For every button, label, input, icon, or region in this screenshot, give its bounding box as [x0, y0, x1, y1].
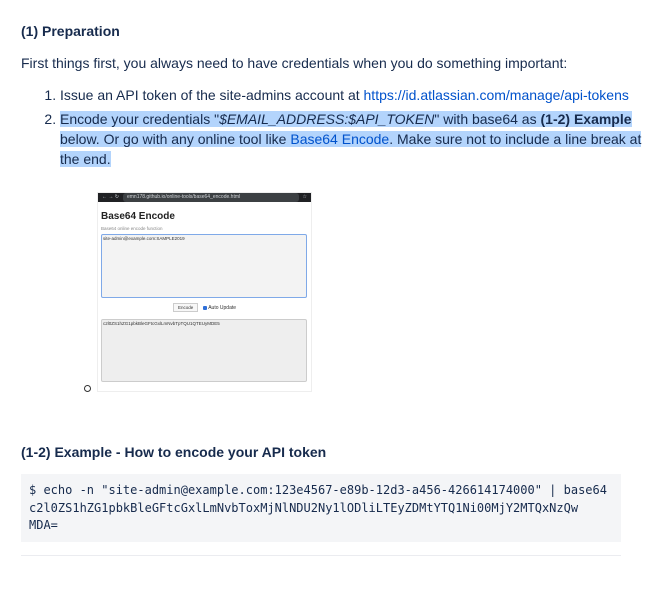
example-anchor[interactable]: (1-2) Example: [540, 111, 632, 127]
browser-url: emn178.github.io/online-tools/base64_encode.html: [123, 193, 299, 202]
base64-tool-screenshot: [98, 193, 311, 391]
auto-update-label: Auto Update: [208, 304, 237, 311]
step-1-text: Issue an API token of the site-admins account at: [60, 87, 364, 103]
auto-update-checkbox: [203, 305, 236, 311]
output-textarea: c2l0ZS1hZG1pbkBleGFtcGxlLmNvbTpTQU1QTEUyMDE5: [101, 319, 307, 382]
step-2-text-b: " with base64 as: [434, 111, 541, 127]
input-textarea: site-admin@example.com:SAMPLE2019: [101, 234, 307, 298]
intro-paragraph: First things first, you always need to have credentials when you do something important:: [21, 55, 568, 71]
step-1: [60, 85, 645, 105]
encode-button: Encode: [173, 303, 198, 312]
api-token-link[interactable]: https://id.atlassian.com/manage/api-tokens: [363, 87, 629, 103]
code-block: $ echo -n "site-admin@example.com:123e4567-e89b-12d3-a456-426614174000" | base64 c2l0ZS1hZG1pbkBleGFtcGxlLmNvbToxMjNlNDU2Ny1lODliLTEyZDMtYTQ1Ni00MjY2MTQxNzQw MDA=: [21, 474, 621, 542]
nav-arrows-icon: ← → ↻: [102, 194, 119, 200]
step-2-text-d: . Make sure not to include a line break at the end.: [60, 131, 642, 167]
checkbox-icon: [203, 306, 207, 310]
heading-preparation: (1) Preparation: [21, 23, 120, 39]
step-2-text-c: below. Or go with any online tool like: [60, 131, 291, 147]
credentials-placeholder: $EMAIL_ADDRESS:$API_TOKEN: [219, 111, 435, 127]
divider: [21, 555, 621, 556]
browser-bar: [98, 193, 311, 202]
star-icon: ☆: [302, 194, 307, 200]
step-2: [60, 109, 645, 169]
step-2-text-a: Encode your credentials ": [60, 111, 220, 127]
tool-title: Base64 Encode: [101, 211, 175, 222]
base64-encode-link[interactable]: Base64 Encode: [290, 131, 390, 147]
steps-list: [21, 85, 645, 169]
tool-subtitle: Base64 online encode function: [101, 226, 163, 231]
empty-bullet-icon: [84, 385, 91, 392]
tool-controls: [98, 303, 311, 312]
heading-example: (1-2) Example - How to encode your API token: [21, 444, 327, 460]
